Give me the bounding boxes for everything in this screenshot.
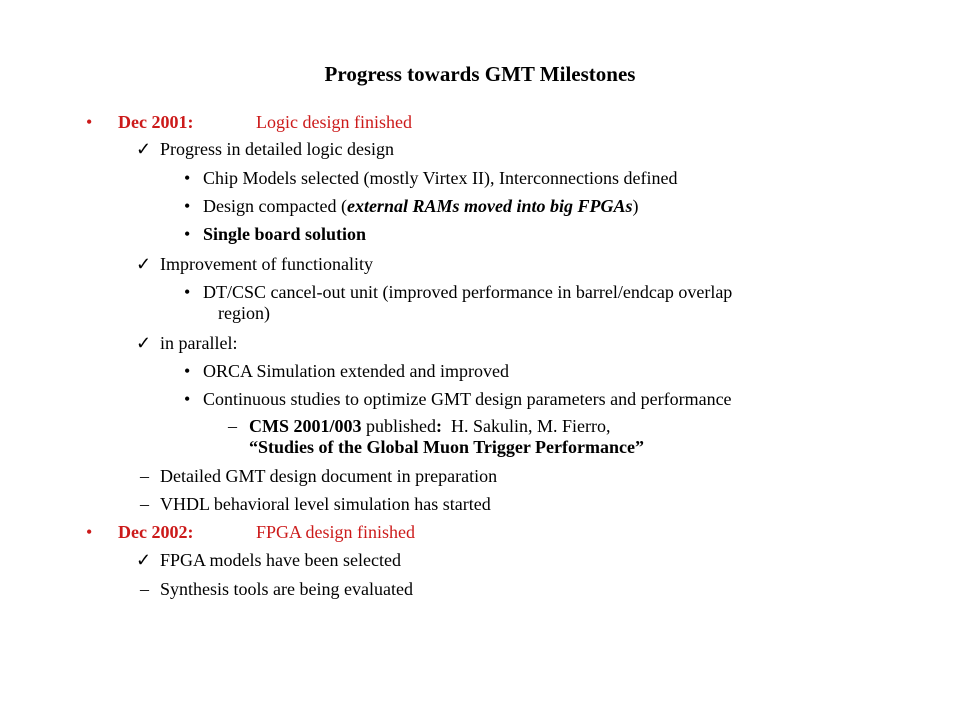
bullet-icon: • — [184, 361, 191, 381]
cms-note-title: “Studies of the Global Muon Trigger Performance” — [249, 437, 644, 457]
dash-icon: – — [140, 466, 149, 486]
sub-bullet-continuous-studies: Continuous studies to optimize GMT design parameters and performance — [203, 389, 732, 409]
dash-item-synthesis-tools: Synthesis tools are being evaluated — [160, 579, 413, 599]
checkmark-icon: ✓ — [136, 333, 152, 353]
dash-icon: – — [140, 579, 149, 599]
cms-note-published: published — [361, 416, 436, 436]
check-item-functionality: Improvement of functionality — [160, 254, 373, 274]
dash-item-design-document: Detailed GMT design document in preparation — [160, 466, 498, 486]
checkmark-icon: ✓ — [136, 139, 152, 159]
bullet-icon: • — [184, 168, 191, 188]
sub-bullet-single-board: Single board solution — [203, 224, 367, 244]
slide-title: Progress towards GMT Milestones — [324, 62, 636, 86]
sub-bullet-chip-models: Chip Models selected (mostly Virtex II), Interconnections defined — [203, 168, 678, 188]
cms-note-id: CMS 2001/003 — [249, 416, 362, 436]
sub-bullet-orca: ORCA Simulation extended and improved — [203, 361, 509, 381]
sub-bullet-cancel-out-line2: region) — [218, 303, 270, 323]
milestone-date: Dec 2001: — [118, 112, 194, 132]
milestone-dec-2002 — [118, 521, 415, 543]
cms-note-authors: H. Sakulin, M. Fierro, — [442, 416, 611, 436]
bullet-icon: • — [184, 196, 191, 216]
dash-icon: – — [228, 416, 237, 436]
milestone-text: Logic design finished — [256, 112, 412, 132]
bullet-icon: • — [184, 224, 191, 244]
design-compacted-pre: Design compacted ( — [203, 196, 347, 216]
bullet-icon: • — [86, 522, 93, 542]
sub-bullet-design-compacted — [203, 195, 638, 217]
milestone-text: FPGA design finished — [256, 522, 416, 542]
check-item-logic-design: Progress in detailed logic design — [160, 139, 394, 159]
cms-note-colon: : — [436, 416, 442, 436]
bullet-icon: • — [184, 282, 191, 302]
design-compacted-post: ) — [632, 196, 639, 216]
design-compacted-emphasis: external RAMs moved into big FPGAs — [346, 196, 633, 216]
milestone-dec-2001 — [118, 111, 412, 133]
milestone-date: Dec 2002: — [118, 522, 194, 542]
dash-icon: – — [140, 494, 149, 514]
check-item-in-parallel: in parallel: — [160, 333, 238, 353]
checkmark-icon: ✓ — [136, 550, 152, 570]
dash-item-vhdl: VHDL behavioral level simulation has started — [160, 494, 491, 514]
sub-bullet-cancel-out-line1: DT/CSC cancel-out unit (improved performance in barrel/endcap overlap — [203, 282, 733, 302]
bullet-icon: • — [184, 389, 191, 409]
checkmark-icon: ✓ — [136, 254, 152, 274]
check-item-fpga-models: FPGA models have been selected — [160, 550, 401, 570]
bullet-icon: • — [86, 112, 93, 132]
cms-note-line1 — [249, 415, 611, 437]
